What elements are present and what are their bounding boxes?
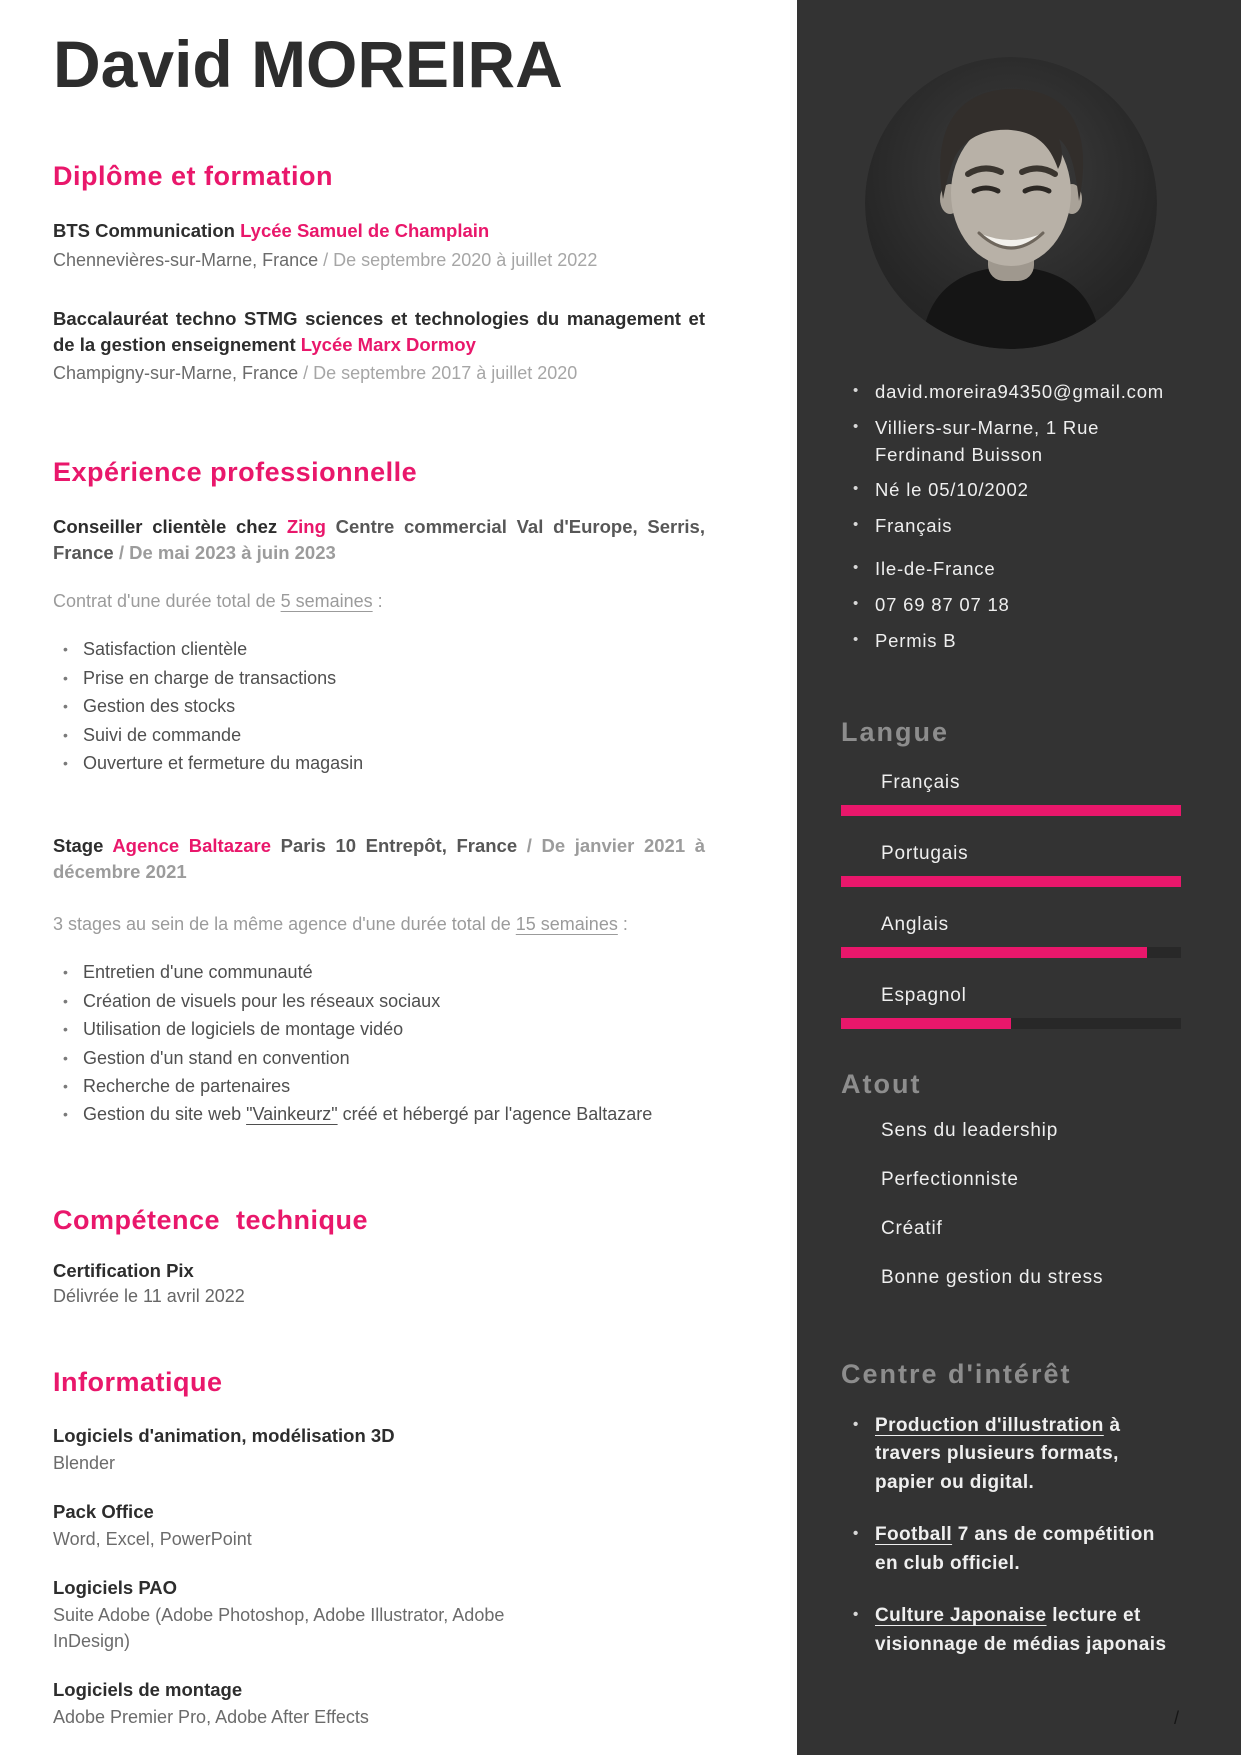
education-title-line xyxy=(53,218,705,244)
section-languages xyxy=(841,717,1181,1029)
experience-heading: Expérience professionnelle xyxy=(53,457,418,488)
page-title: David MOREIRA xyxy=(53,27,563,101)
sidebar xyxy=(797,0,1241,1755)
strength-item: Sens du leadership xyxy=(881,1119,1059,1141)
language-level-bar xyxy=(841,947,1181,958)
education-period: De septembre 2020 à juillet 2022 xyxy=(333,249,598,270)
education-school: Lycée Marx Dormoy xyxy=(300,333,476,355)
language-label: Anglais xyxy=(881,913,949,935)
it-skill-item xyxy=(53,1500,705,1552)
certification-date: Délivrée le 11 avril 2022 xyxy=(53,1285,245,1306)
education-location: Champigny-sur-Marne, France xyxy=(53,363,299,384)
summary-prefix: Contrat d'une durée total de xyxy=(53,591,281,612)
languages-heading: Langue xyxy=(841,716,950,747)
contact-address: • Villiers-sur-Marne, 1 Rue Ferdinand Buisson xyxy=(841,415,1181,469)
job-company: Zing xyxy=(286,516,326,538)
interest-list xyxy=(841,1412,1181,1660)
section-experience xyxy=(53,457,705,1126)
interest-item xyxy=(841,1521,1181,1578)
task-item: • Entretien d'une communauté xyxy=(53,961,705,984)
contact-driving-license: • Permis B xyxy=(841,628,1181,655)
task-item: • Gestion d'un stand en convention xyxy=(53,1047,705,1070)
task-prefix: Gestion du site web xyxy=(83,1104,247,1125)
strength-item: Créatif xyxy=(881,1217,943,1239)
language-label: Portugais xyxy=(881,842,969,864)
section-education xyxy=(53,161,705,385)
summary-suffix: : xyxy=(617,914,628,935)
it-heading: Informatique xyxy=(53,1366,223,1397)
it-skill-value: Suite Adobe (Adobe Photoshop, Adobe Illustrator, Adobe InDesign) xyxy=(53,1605,505,1652)
job-summary xyxy=(53,591,705,612)
job-title-line xyxy=(53,833,705,884)
language-label: Espagnol xyxy=(881,984,967,1006)
it-skill-label: Logiciels de montage xyxy=(53,1679,243,1701)
language-level-fill xyxy=(841,876,1181,887)
education-heading: Diplôme et formation xyxy=(53,161,334,192)
language-item xyxy=(841,985,1181,1029)
interest-item xyxy=(841,1412,1181,1498)
education-meta xyxy=(53,361,705,385)
job-role: Conseiller clientèle chez xyxy=(53,516,278,538)
education-item xyxy=(53,218,705,272)
strengths-heading: Atout xyxy=(841,1068,922,1099)
job-entry xyxy=(53,833,705,1126)
interest-rest: 7 ans de compétition en club officiel. xyxy=(875,1524,1155,1574)
task-suffix: créé et hébergé par l'agence Baltazare xyxy=(337,1104,653,1125)
contact-email: • david.moreira94350@gmail.com xyxy=(841,379,1181,406)
task-item: • Recherche de partenaires xyxy=(53,1075,705,1098)
language-item xyxy=(841,843,1181,887)
interest-item xyxy=(841,1602,1181,1659)
education-degree: Baccalauréat techno STMG sciences et technologies du management et de la gestion enseignement xyxy=(53,308,705,355)
section-interests xyxy=(841,1359,1181,1660)
job-role: Stage xyxy=(53,835,104,857)
contact-phone: • 07 69 87 07 18 xyxy=(841,592,1181,619)
education-meta xyxy=(53,248,705,272)
job-summary xyxy=(53,914,705,935)
separator: / xyxy=(323,249,329,270)
interest-rest: lecture et visionnage de médias japonais xyxy=(875,1605,1167,1655)
education-title-line xyxy=(53,306,705,357)
separator: / xyxy=(303,363,309,384)
contact-nationality: • Français xyxy=(841,513,1181,540)
task-item: • Suivi de commande xyxy=(53,724,705,747)
it-skill-item xyxy=(53,1678,705,1730)
language-label: Français xyxy=(881,771,961,793)
it-skill-label: Logiciels d'animation, modélisation 3D xyxy=(53,1424,395,1446)
task-item: • Création de visuels pour les réseaux sociaux xyxy=(53,990,705,1013)
separator: / xyxy=(118,541,124,563)
contact-list xyxy=(841,379,1181,655)
it-skill-label: Pack Office xyxy=(53,1500,154,1522)
section-it-skills xyxy=(53,1367,705,1731)
language-level-fill xyxy=(841,947,1147,958)
language-level-bar xyxy=(841,876,1181,887)
interests-heading: Centre d'intérêt xyxy=(841,1358,1072,1389)
section-technical-skill xyxy=(53,1205,705,1307)
it-skill-value: Adobe Premier Pro, Adobe After Effects xyxy=(53,1707,369,1728)
interest-lead: Football xyxy=(875,1524,953,1545)
summary-duration: 15 semaines xyxy=(515,914,618,935)
task-list xyxy=(53,961,705,1126)
education-degree: BTS Communication xyxy=(53,220,235,242)
it-skill-label: Logiciels PAO xyxy=(53,1577,178,1599)
strength-item: Bonne gestion du stress xyxy=(881,1266,1104,1288)
contact-birthdate: • Né le 05/10/2002 xyxy=(841,477,1181,504)
education-item xyxy=(53,306,705,385)
job-period: De janvier 2021 à décembre 2021 xyxy=(53,835,706,882)
education-period: De septembre 2017 à juillet 2020 xyxy=(313,363,578,384)
task-item xyxy=(53,1103,705,1126)
summary-prefix: 3 stages au sein de la même agence d'une durée total de xyxy=(53,914,516,935)
language-level-bar xyxy=(841,805,1181,816)
task-item: • Gestion des stocks xyxy=(53,695,705,718)
strength-item: Perfectionniste xyxy=(881,1168,1019,1190)
job-title-line xyxy=(53,514,705,565)
job-company: Agence Baltazare xyxy=(112,835,272,857)
task-item: • Prise en charge de transactions xyxy=(53,667,705,690)
language-level-bar xyxy=(841,1018,1181,1029)
task-item: • Utilisation de logiciels de montage vidéo xyxy=(53,1018,705,1041)
job-period: De mai 2023 à juin 2023 xyxy=(129,541,336,563)
task-item: • Satisfaction clientèle xyxy=(53,638,705,661)
it-skill-value: Word, Excel, PowerPoint xyxy=(53,1528,252,1549)
it-skill-item xyxy=(53,1424,705,1476)
section-strengths xyxy=(841,1069,1181,1289)
summary-suffix: : xyxy=(372,591,383,612)
interest-rest: à travers plusieurs formats, papier ou digital. xyxy=(875,1414,1121,1493)
it-skill-value: Blender xyxy=(53,1452,116,1473)
task-item: • Ouverture et fermeture du magasin xyxy=(53,752,705,775)
interest-lead: Culture Japonaise xyxy=(875,1605,1047,1626)
language-level-fill xyxy=(841,805,1181,816)
summary-duration: 5 semaines xyxy=(280,591,373,612)
education-school: Lycée Samuel de Champlain xyxy=(240,220,490,242)
profile-photo xyxy=(865,57,1157,349)
job-place: Paris 10 Entrepôt, France xyxy=(280,835,518,857)
task-list xyxy=(53,638,705,775)
job-place: Centre commercial Val d'Europe, Serris, France xyxy=(53,516,705,563)
it-skill-item xyxy=(53,1576,705,1654)
separator: / xyxy=(526,835,532,857)
education-location: Chennevières-sur-Marne, France xyxy=(53,249,319,270)
language-item xyxy=(841,772,1181,816)
interest-lead: Production d'illustration xyxy=(875,1414,1104,1436)
language-item xyxy=(841,914,1181,958)
page-number-slash: / xyxy=(1173,1708,1179,1728)
certification-title: Certification Pix xyxy=(53,1259,194,1281)
technical-heading: Compétence technique xyxy=(53,1204,369,1235)
task-website-name: "Vainkeurz" xyxy=(246,1104,338,1125)
job-entry xyxy=(53,514,705,775)
contact-region: • Ile-de-France xyxy=(841,556,1181,583)
language-level-fill xyxy=(841,1018,1011,1029)
